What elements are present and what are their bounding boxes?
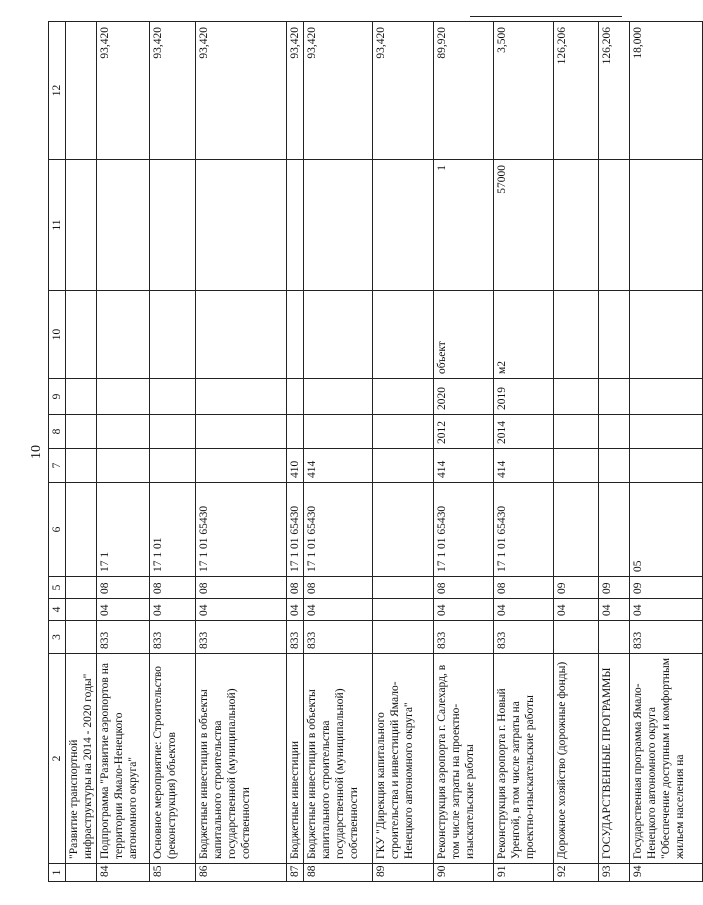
table-cell-c3: 833 (434, 621, 494, 654)
table-cell-c10 (66, 291, 97, 379)
table-row (150, 22, 196, 882)
table-cell-c9 (196, 379, 287, 415)
table-cell-c1: 89 (373, 864, 434, 882)
table-cell-c11 (196, 160, 287, 291)
table-cell-c10 (196, 291, 287, 379)
table-cell-c3 (554, 621, 599, 654)
column-number-cell: 12 (49, 22, 66, 160)
table-cell-c3: 833 (287, 621, 304, 654)
table-cell-c5: 08 (97, 577, 150, 599)
table-cell-c4: 04 (196, 599, 287, 621)
table-cell-c10 (373, 291, 434, 379)
table-cell-c8 (196, 415, 287, 449)
table-cell-c4: 04 (599, 599, 630, 621)
table-cell-c7: 410 (287, 449, 304, 483)
table-cell-c5: 08 (494, 577, 554, 599)
column-number-cell: 7 (49, 449, 66, 483)
table-cell-c12: 93,420 (196, 22, 287, 160)
table-cell-c11 (97, 160, 150, 291)
table-cell-c9 (287, 379, 304, 415)
table-cell-c9 (97, 379, 150, 415)
table-cell-c1: 86 (196, 864, 287, 882)
table-cell-c7: 414 (494, 449, 554, 483)
table-cell-c8 (554, 415, 599, 449)
table-cell-c10: объект (434, 291, 494, 379)
table-cell-c9: 2020 (434, 379, 494, 415)
corner-rule (470, 16, 622, 17)
table-cell-c10 (554, 291, 599, 379)
table-cell-c8: 2012 (434, 415, 494, 449)
table-row (630, 22, 703, 882)
table-cell-c11: 57000 (494, 160, 554, 291)
table-cell-c3 (66, 621, 97, 654)
table-cell-c4: 04 (150, 599, 196, 621)
table-cell-c9 (599, 379, 630, 415)
table-row (554, 22, 599, 882)
table-cell-c9 (150, 379, 196, 415)
table-cell-c4: 04 (287, 599, 304, 621)
table-cell-c4 (373, 599, 434, 621)
table-cell-c11 (554, 160, 599, 291)
table-cell-c7: 414 (304, 449, 373, 483)
table-cell-c11 (66, 160, 97, 291)
table-cell-c7 (373, 449, 434, 483)
table-cell-c6: 17 1 01 65430 (304, 483, 373, 577)
table-cell-c3: 833 (494, 621, 554, 654)
table-cell-c3 (373, 621, 434, 654)
table-cell-c3 (599, 621, 630, 654)
table-cell-c6: 05 (630, 483, 703, 577)
table-cell-c8 (599, 415, 630, 449)
table-cell-c2: Реконструкция аэропорта г. Новый Уренгой, в том числе затраты на проектно-изыскательские работы (494, 654, 554, 864)
table-cell-c5: 08 (196, 577, 287, 599)
table-cell-c9 (554, 379, 599, 415)
table-cell-c3: 833 (97, 621, 150, 654)
table-cell-c3: 833 (630, 621, 703, 654)
table-cell-c1: 90 (434, 864, 494, 882)
table-cell-c2: Государственная программа Ямало-Ненецкого автономного округа "Обеспечение доступным и комфортным жильем населения на (630, 654, 703, 864)
table-cell-c12: 93,420 (373, 22, 434, 160)
table-cell-c5: 08 (304, 577, 373, 599)
table-cell-c4: 04 (630, 599, 703, 621)
table-cell-c1: 84 (97, 864, 150, 882)
table-cell-c1: 87 (287, 864, 304, 882)
table-cell-c2: Подпрограмма "Развитие аэропортов на территории Ямало-Ненецкого автономного округа" (97, 654, 150, 864)
table-cell-c12: 93,420 (150, 22, 196, 160)
table-cell-c5: 09 (630, 577, 703, 599)
rotated-landscape-page (22, 22, 686, 882)
table-cell-c11 (630, 160, 703, 291)
table-cell-c12: 93,420 (97, 22, 150, 160)
table-cell-c5: 08 (434, 577, 494, 599)
table-cell-c2: Реконструкция аэропорта г. Салехард, в том числе затраты на проектно-изыскательские работы (434, 654, 494, 864)
table-cell-c6: 17 1 (97, 483, 150, 577)
table-cell-c2: Бюджетные инвестиции в объекты капитального строительства государственной (муниципальной) собственности (304, 654, 373, 864)
table-cell-c5: 09 (554, 577, 599, 599)
table-row (434, 22, 494, 882)
table-cell-c11 (150, 160, 196, 291)
table-cell-c8 (373, 415, 434, 449)
table-row (287, 22, 304, 882)
table-cell-c12: 3,500 (494, 22, 554, 160)
table-cell-c10 (304, 291, 373, 379)
table-cell-c8: 2014 (494, 415, 554, 449)
table-cell-c2: ГОСУДАРСТВЕННЫЕ ПРОГРАММЫ (599, 654, 630, 864)
table-cell-c11: 1 (434, 160, 494, 291)
table-cell-c12: 126,206 (554, 22, 599, 160)
table-cell-c1: 91 (494, 864, 554, 882)
table-row (66, 22, 97, 882)
table-cell-c7 (599, 449, 630, 483)
table-cell-c9 (304, 379, 373, 415)
table-cell-c2: ГКУ "Дирекция капитального строительства и инвестиций Ямало-Ненецкого автономного округа" (373, 654, 434, 864)
table-cell-c10: м2 (494, 291, 554, 379)
table-cell-c4: 04 (304, 599, 373, 621)
table-cell-c1: 88 (304, 864, 373, 882)
table-cell-c8 (97, 415, 150, 449)
table-cell-c10 (150, 291, 196, 379)
page-number: 10 (29, 445, 44, 459)
table-cell-c10 (97, 291, 150, 379)
table-cell-c11 (304, 160, 373, 291)
table-cell-c10 (599, 291, 630, 379)
table-cell-c6 (554, 483, 599, 577)
column-number-cell: 6 (49, 483, 66, 577)
table-cell-c6 (66, 483, 97, 577)
table-cell-c8 (630, 415, 703, 449)
table-row (373, 22, 434, 882)
table-cell-c6: 17 1 01 65430 (434, 483, 494, 577)
table-cell-c4: 04 (554, 599, 599, 621)
table-cell-c5 (373, 577, 434, 599)
table-cell-c9 (630, 379, 703, 415)
table-cell-c6: 17 1 01 65430 (196, 483, 287, 577)
table-cell-c8 (150, 415, 196, 449)
table-cell-c7 (196, 449, 287, 483)
table-cell-c12 (66, 22, 97, 160)
table-cell-c11 (599, 160, 630, 291)
table-cell-c12: 18,000 (630, 22, 703, 160)
table-cell-c1: 92 (554, 864, 599, 882)
table-cell-c3: 833 (304, 621, 373, 654)
table-row (599, 22, 630, 882)
table-cell-c5 (66, 577, 97, 599)
column-number-cell: 4 (49, 599, 66, 621)
table-cell-c6: 17 1 01 (150, 483, 196, 577)
table-cell-c10 (630, 291, 703, 379)
table-cell-c1: 85 (150, 864, 196, 882)
table-cell-c3: 833 (196, 621, 287, 654)
table-cell-c3: 833 (150, 621, 196, 654)
table-cell-c12: 126,206 (599, 22, 630, 160)
table-cell-c7 (150, 449, 196, 483)
column-number-cell: 2 (49, 654, 66, 864)
table-cell-c4: 04 (494, 599, 554, 621)
table-cell-c4 (66, 599, 97, 621)
column-number-cell: 11 (49, 160, 66, 291)
table-cell-c7 (630, 449, 703, 483)
column-number-cell: 10 (49, 291, 66, 379)
table-cell-c2: "Развитие транспортной инфраструктуры на 2014 - 2020 годы" (66, 654, 97, 864)
table-cell-c1: 94 (630, 864, 703, 882)
table-row (196, 22, 287, 882)
table-cell-c5: 08 (287, 577, 304, 599)
table-cell-c7 (66, 449, 97, 483)
table-cell-c9 (373, 379, 434, 415)
table-row (97, 22, 150, 882)
table-cell-c7 (554, 449, 599, 483)
table-row (304, 22, 373, 882)
table-cell-c12: 93,420 (287, 22, 304, 160)
table-cell-c1: 93 (599, 864, 630, 882)
column-number-cell: 9 (49, 379, 66, 415)
table-cell-c7: 414 (434, 449, 494, 483)
column-number-cell: 5 (49, 577, 66, 599)
table-cell-c1 (66, 864, 97, 882)
table-cell-c8 (66, 415, 97, 449)
column-number-row (49, 22, 66, 882)
table-cell-c9 (66, 379, 97, 415)
table-cell-c2: Основное мероприятие: Строительство (реконструкция) объектов (150, 654, 196, 864)
table-cell-c8 (287, 415, 304, 449)
table-cell-c5: 09 (599, 577, 630, 599)
table-cell-c5: 08 (150, 577, 196, 599)
table-cell-c6 (599, 483, 630, 577)
table-row (494, 22, 554, 882)
table-cell-c7 (97, 449, 150, 483)
table-cell-c12: 89,920 (434, 22, 494, 160)
table-cell-c12: 93,420 (304, 22, 373, 160)
table-cell-c6: 17 1 01 65430 (494, 483, 554, 577)
column-number-cell: 3 (49, 621, 66, 654)
table-cell-c2: Бюджетные инвестиции (287, 654, 304, 864)
column-number-cell: 1 (49, 864, 66, 882)
table-cell-c10 (287, 291, 304, 379)
budget-table (48, 21, 703, 882)
column-number-cell: 8 (49, 415, 66, 449)
table-cell-c6: 17 1 01 65430 (287, 483, 304, 577)
table-cell-c2: Дорожное хозяйство (дорожные фонды) (554, 654, 599, 864)
table-cell-c4: 04 (97, 599, 150, 621)
table-cell-c11 (287, 160, 304, 291)
table-cell-c2: Бюджетные инвестиции в объекты капитального строительства государственной (муниципальной) собственности (196, 654, 287, 864)
table-cell-c6 (373, 483, 434, 577)
table-cell-c9: 2019 (494, 379, 554, 415)
table-cell-c8 (304, 415, 373, 449)
table-cell-c4: 04 (434, 599, 494, 621)
table-cell-c11 (373, 160, 434, 291)
